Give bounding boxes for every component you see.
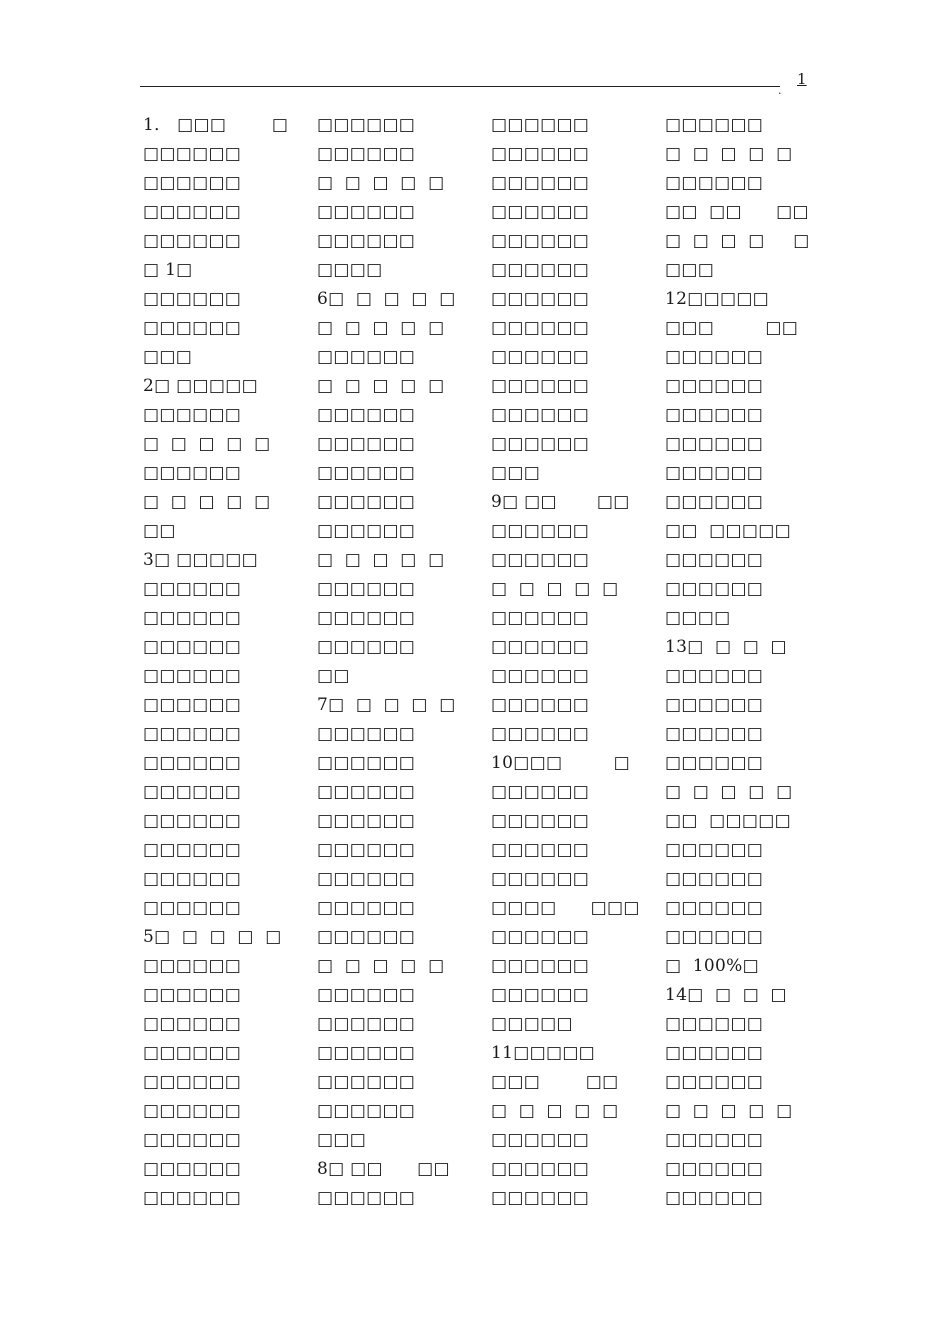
text-cell: □□□□□□ (317, 898, 416, 918)
text-cell: □□□□□□ (143, 202, 242, 222)
text-cell: □□□□□□ (143, 782, 242, 802)
text-cell: □□□□□□ (317, 463, 416, 483)
text-cell: □□□□□□ (491, 144, 590, 164)
text-cell: □ □ □ □ □ (491, 579, 619, 599)
text-cell: □□□□□□ (665, 347, 764, 367)
text-cell: □□□□□□ (665, 1043, 764, 1063)
text-cell: □□□□□□ (317, 985, 416, 1005)
text-cell: □□□□□□ (665, 869, 764, 889)
text-cell: □□□□□□ (143, 579, 242, 599)
text-cell: □ □ □ □ □ (665, 782, 793, 802)
text-cell: □□□□□□ (317, 202, 416, 222)
text-cell: 11□□□□□ (491, 1043, 596, 1063)
text-cell: □□□□□□ (317, 144, 416, 164)
text-cell: 8□ □□ □□ (317, 1159, 450, 1179)
text-cell: □□□□□□ (317, 724, 416, 744)
text-cell: □□□□□□ (665, 115, 764, 135)
text-cell: □□□□□□ (143, 1188, 242, 1208)
text-cell: □□□□□□ (665, 666, 764, 686)
text-cell: 9□ □□ □□ (491, 492, 630, 512)
text-cell: □□□□□□ (491, 811, 590, 831)
text-cell: □□□□□□ (665, 492, 764, 512)
text-cell: □ □ □ □ □ (665, 1101, 793, 1121)
text-cell: □□□□□□ (143, 869, 242, 889)
text-cell: □□□□□□ (143, 608, 242, 628)
text-cell: □□□□□□ (317, 1043, 416, 1063)
text-cell: □ □ □ □ □ (317, 173, 445, 193)
text-cell: □□□□□□ (317, 347, 416, 367)
text-cell: □□□□□□ (491, 608, 590, 628)
text-cell: □□□□□□ (317, 579, 416, 599)
text-cell: □□□□□□ (665, 173, 764, 193)
text-cell: □□□□□□ (143, 289, 242, 309)
text-cell: □□□□□□ (491, 550, 590, 570)
text-cell: □□□□□□ (143, 405, 242, 425)
text-cell: □□□□□□ (491, 869, 590, 889)
text-cell: □ □ □ □ □ (143, 492, 271, 512)
text-cell: □□□□□□ (491, 405, 590, 425)
text-cell: □ □ □ □ □ (317, 376, 445, 396)
text-cell: □□□□□□ (665, 579, 764, 599)
text-cell: □□□□□□ (317, 1101, 416, 1121)
text-cell: □□□□□□ (317, 231, 416, 251)
text-cell: 12□□□□□ (665, 289, 770, 309)
text-cell: □□□□□□ (491, 521, 590, 541)
text-cell: □ □ □ □ □ (491, 1101, 619, 1121)
text-cell: □□□□□□ (317, 840, 416, 860)
text-cell: □□□□□□ (143, 956, 242, 976)
text-cell: 14□ □ □ □ (665, 985, 787, 1005)
text-cell: □□□□□□ (665, 840, 764, 860)
text-cell: □□□□□□ (491, 956, 590, 976)
text-cell: □ □ □ □ □ (665, 231, 810, 251)
header-dot: . (778, 84, 782, 97)
text-cell: □□□□□□ (491, 347, 590, 367)
text-cell: □ □ □ □ □ (317, 318, 445, 338)
text-cell: □□□□□□ (665, 1159, 764, 1179)
text-cell: □□□ (143, 347, 193, 367)
text-cell: □□□□□□ (665, 1188, 764, 1208)
text-cell: 13□ □ □ □ (665, 637, 787, 657)
text-cell: □□□□□□ (317, 115, 416, 135)
text-cell: □□□□□□ (491, 666, 590, 686)
text-cell: □□ (317, 666, 350, 686)
text-cell: □□□□□□ (143, 1130, 242, 1150)
text-cell: □□□□□□ (665, 898, 764, 918)
text-cell: □□□□□□ (491, 724, 590, 744)
text-cell: □□□□□□ (143, 144, 242, 164)
text-cell: □□□□□□ (491, 173, 590, 193)
text-cell: □□□ (665, 260, 715, 280)
text-cell: □□□□□□ (665, 1014, 764, 1034)
text-cell: □ □ □ □ □ (317, 956, 445, 976)
text-cell: □□□□□□ (665, 695, 764, 715)
text-cell: □□□□□□ (317, 869, 416, 889)
text-cell: □□□□□□ (665, 550, 764, 570)
text-cell: 2□ □□□□□ (143, 376, 258, 396)
text-cell: □□□□□□ (317, 782, 416, 802)
text-cell: □□□□□□ (143, 840, 242, 860)
text-cell: □□□□□□ (491, 927, 590, 947)
text-cell: □□□□□□ (317, 927, 416, 947)
text-cell: □□□□□□ (143, 637, 242, 657)
text-cell: □□□□□□ (665, 724, 764, 744)
text-cell: □□□□□□ (143, 695, 242, 715)
text-cell: □□□□□□ (665, 405, 764, 425)
text-cell: □□□□□□ (665, 1072, 764, 1092)
text-cell: □□□□□□ (491, 231, 590, 251)
text-cell: □□□□ □□□ (491, 898, 640, 918)
text-cell: □□□□□□ (491, 782, 590, 802)
text-cell: □□□ (491, 463, 541, 483)
text-cell: □□□□□□ (143, 1014, 242, 1034)
text-cell: □□□□□□ (143, 753, 242, 773)
text-cell: □□□□□□ (491, 318, 590, 338)
text-cell: □□□□□□ (491, 1159, 590, 1179)
text-cell: □ □ □ □ □ (317, 550, 445, 570)
text-cell: □□□□□□ (317, 811, 416, 831)
text-cell: □□□□□□ (317, 1014, 416, 1034)
text-cell: 6□ □ □ □ □ (317, 289, 456, 309)
text-cell: □□□□□□ (143, 318, 242, 338)
text-grid (143, 111, 823, 1213)
text-cell: □□□□□□ (665, 434, 764, 454)
text-cell: □□□□□□ (491, 260, 590, 280)
text-cell: □□□ (317, 1130, 367, 1150)
text-cell: □□□□□□ (143, 231, 242, 251)
text-cell: □□□□□□ (491, 115, 590, 135)
text-cell: □□□□□□ (143, 811, 242, 831)
text-cell: □□□□□□ (665, 1130, 764, 1150)
text-cell: □□□□□□ (143, 985, 242, 1005)
text-cell: □□□□□□ (143, 898, 242, 918)
text-cell: □□□□ (317, 260, 383, 280)
text-cell: □□□□□□ (491, 695, 590, 715)
text-cell: □□□□□□ (143, 173, 242, 193)
text-cell: □□□□□ (491, 1014, 573, 1034)
text-cell: □□□□□□ (317, 1072, 416, 1092)
text-cell: □□□□□□ (665, 463, 764, 483)
text-cell: □□□□□□ (143, 1043, 242, 1063)
text-cell: 3□ □□□□□ (143, 550, 258, 570)
text-cell: 1． □□□ □ (143, 115, 289, 135)
page-number: 1 (797, 70, 807, 88)
text-cell: □□□□□□ (491, 637, 590, 657)
text-cell: □□□□□□ (143, 1159, 242, 1179)
text-cell: □ □ □ □ □ (143, 434, 271, 454)
text-cell: □□ □□□□□ (665, 811, 791, 831)
text-cell: □□□□□□ (143, 724, 242, 744)
text-cell: □□□□□□ (665, 376, 764, 396)
text-cell: □□□□□□ (317, 608, 416, 628)
header-rule (140, 86, 780, 87)
text-cell: □□ □□□□□ (665, 521, 791, 541)
text-cell: □ 1□ (143, 260, 193, 280)
text-cell: □□□ □□ (665, 318, 799, 338)
text-cell: □□□□□□ (317, 492, 416, 512)
text-cell: □□□□□□ (143, 1072, 242, 1092)
text-cell: □□□□□□ (491, 376, 590, 396)
text-cell: □□□□□□ (317, 405, 416, 425)
text-cell: □□□□□□ (317, 521, 416, 541)
text-cell: □□□□□□ (317, 1188, 416, 1208)
text-cell: □□ □□ □□ (665, 202, 809, 222)
text-cell: 5□ □ □ □ □ (143, 927, 282, 947)
text-cell: □□□□ (665, 608, 731, 628)
text-cell: □ 100%□ (665, 956, 759, 976)
text-cell: □□□□□□ (143, 463, 242, 483)
text-cell: □ □ □ □ □ (665, 144, 793, 164)
text-cell: □□□□□□ (491, 202, 590, 222)
text-cell: □□□□□□ (317, 753, 416, 773)
text-cell: □□ (143, 521, 176, 541)
text-cell: 10□□□ □ (491, 753, 631, 773)
text-cell: □□□□□□ (665, 927, 764, 947)
text-cell: □□□□□□ (491, 1130, 590, 1150)
text-cell: □□□□□□ (491, 434, 590, 454)
text-cell: □□□□□□ (143, 1101, 242, 1121)
text-cell: □□□□□□ (491, 289, 590, 309)
text-cell: □□□□□□ (665, 753, 764, 773)
text-cell: 7□ □ □ □ □ (317, 695, 456, 715)
text-cell: □□□□□□ (317, 637, 416, 657)
text-cell: □□□□□□ (143, 666, 242, 686)
text-cell: □□□□□□ (317, 434, 416, 454)
text-cell: □□□□□□ (491, 840, 590, 860)
text-cell: □□□□□□ (491, 1188, 590, 1208)
text-cell: □□□□□□ (491, 985, 590, 1005)
text-cell: □□□ □□ (491, 1072, 619, 1092)
